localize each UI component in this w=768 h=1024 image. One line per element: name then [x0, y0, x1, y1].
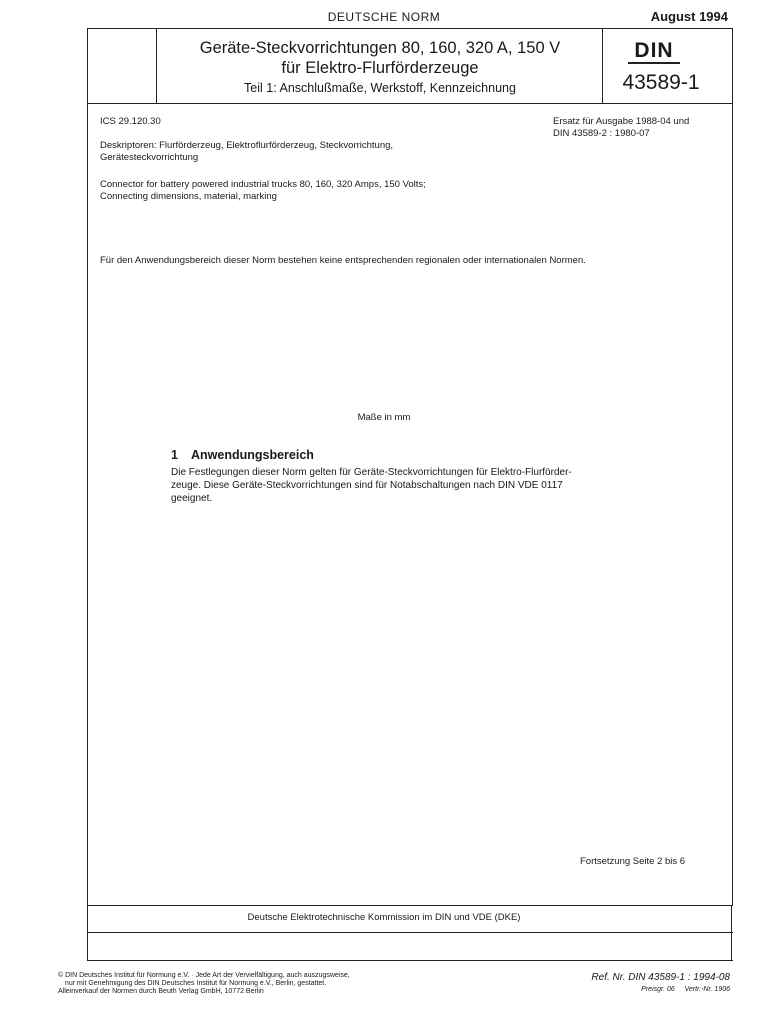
section-body-line3: geeignet. [171, 493, 213, 504]
dimensions-unit-note: Maße in mm [357, 412, 411, 423]
copyright-line3: Alleinverkauf der Normen durch Beuth Verlag GmbH, 10772 Berlin [58, 988, 264, 995]
din-logo: DIN [634, 39, 674, 62]
din-standard-number: 43589-1 [622, 71, 700, 94]
section-body [171, 466, 629, 505]
document-subtitle: Teil 1: Anschlußmaße, Werkstoff, Kennzeichnung [244, 81, 516, 95]
committee-name: Deutsche Elektrotechnische Kommission im DIN und VDE (DKE) [247, 912, 521, 923]
title-bottom-rule [87, 103, 733, 104]
english-title-line2: Connecting dimensions, material, marking [100, 191, 277, 202]
regional-standards-note: Für den Anwendungsbereich dieser Norm bestehen keine entsprechenden regionalen oder internationalen Normen. [100, 255, 586, 266]
replacement-note [553, 116, 723, 140]
reference-number: Ref. Nr. DIN 43589-1 : 1994-08 [591, 972, 730, 983]
issue-date: August 1994 [650, 9, 728, 24]
descriptors [100, 140, 520, 164]
bottom-box-top-rule [87, 932, 733, 933]
din-logo-underline [628, 62, 680, 64]
title-left-divider [156, 28, 157, 104]
section-heading [171, 448, 314, 462]
english-title-line1: Connector for battery powered industrial trucks 80, 160, 320 Amps, 150 Volts; [100, 179, 426, 190]
descriptors-line2: Gerätesteckvorrichtung [100, 152, 199, 163]
price-group: Preisgr. 06 Vertr.-Nr. 1906 [641, 986, 730, 993]
continuation-note: Fortsetzung Seite 2 bis 6 [580, 856, 686, 867]
norm-type-label: DEUTSCHE NORM [327, 10, 441, 24]
section-number: 1 [171, 448, 178, 462]
copyright-line1: © DIN Deutsches Institut für Normung e.V. · Jede Art der Vervielfältigung, auch auszugsweise, [58, 972, 350, 979]
section-body-line1: Die Festlegungen dieser Norm gelten für Geräte-Steckvorrichtungen für Elektro-Flurförder- [171, 467, 572, 478]
document-title-line1: Geräte-Steckvorrichtungen 80, 160, 320 A, 150 V [199, 39, 561, 57]
section-body-line2: zeuge. Diese Geräte-Steckvorrichtungen sind für Notabschaltungen nach DIN VDE 0117 [171, 480, 563, 491]
copyright-notice [58, 972, 478, 996]
english-title [100, 179, 540, 203]
section-title: Anwendungsbereich [191, 448, 314, 462]
replacement-note-line1: Ersatz für Ausgabe 1988-04 und [553, 116, 690, 127]
bottom-box-bottom-rule [87, 960, 733, 961]
descriptors-line1: Deskriptoren: Flurförderzeug, Elektroflurförderzeug, Steckvorrichtung, [100, 140, 394, 151]
copyright-line2: nur mit Genehmigung des DIN Deutsches Institut für Normung e.V., Berlin, gestattet. [65, 980, 327, 987]
document-title-line2: für Elektro-Flurförderzeuge [281, 59, 479, 77]
replacement-note-line2: DIN 43589-2 : 1980-07 [553, 128, 650, 139]
ics-code: ICS 29.120.30 [100, 116, 161, 127]
